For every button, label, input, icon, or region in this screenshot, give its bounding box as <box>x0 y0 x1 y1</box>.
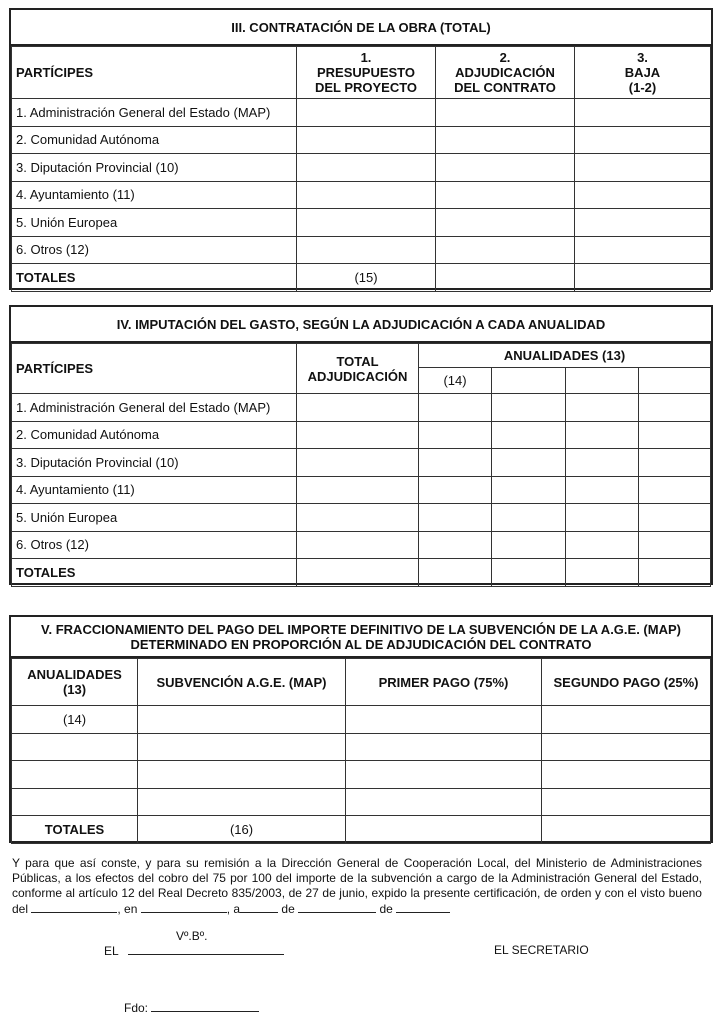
cell-input[interactable] <box>297 99 436 127</box>
table-row <box>12 733 711 761</box>
cell-input[interactable] <box>639 421 711 449</box>
section-contratacion <box>9 8 713 290</box>
cell-input[interactable] <box>297 559 419 587</box>
table-row <box>12 449 711 477</box>
cell-input[interactable] <box>297 531 419 559</box>
cell-input[interactable] <box>297 154 436 182</box>
table-row <box>12 236 711 264</box>
col-anualidades: ANUALIDADES (13) <box>419 344 711 368</box>
col-participes: PARTÍCIPES <box>12 344 297 394</box>
cell-input[interactable] <box>575 154 711 182</box>
row-label: 5. Unión Europea <box>12 504 297 532</box>
cell-input[interactable] <box>575 99 711 127</box>
row-label: 3. Diputación Provincial (10) <box>12 154 297 182</box>
section-imputacion <box>9 305 713 585</box>
cell-input[interactable] <box>297 126 436 154</box>
totals-row <box>12 816 711 844</box>
cell-input[interactable] <box>419 449 492 477</box>
cell-input[interactable] <box>436 154 575 182</box>
place-blank[interactable] <box>141 901 227 913</box>
fraccionamiento-table <box>11 658 711 844</box>
row-label: (14) <box>12 706 138 734</box>
col-anualidades: ANUALIDADES (13) <box>12 659 138 706</box>
certification-paragraph: Y para que así conste, y para su remisión a la Dirección General de Cooperación Local, del Ministerio de Administraciones Públicas, a los efectos del cobro del 75 por 100 del importe de la subvención a cargo de la Administración General del Estado, conforme al artículo 12 del Real Decreto 835/2003, de 27 de junio, expido la presente certificación, de orden y con el visto bueno del , en , a de de <box>12 856 702 916</box>
totals-label: TOTALES <box>12 264 297 292</box>
table-row <box>12 126 711 154</box>
cell-input[interactable] <box>419 421 492 449</box>
imputacion-table <box>11 343 711 587</box>
totals-label: TOTALES <box>12 816 138 844</box>
table-row <box>12 531 711 559</box>
cell-input[interactable] <box>436 236 575 264</box>
cell-input[interactable] <box>297 504 419 532</box>
cell-input[interactable] <box>566 559 639 587</box>
row-label: 3. Diputación Provincial (10) <box>12 449 297 477</box>
col-participes: PARTÍCIPES <box>12 47 297 99</box>
totals-label: TOTALES <box>12 559 297 587</box>
anualidad-first: (14) <box>419 368 492 394</box>
cell-input[interactable] <box>639 504 711 532</box>
cell-input[interactable] <box>575 236 711 264</box>
cell-input[interactable] <box>346 761 542 789</box>
cell-input[interactable] <box>346 733 542 761</box>
el-signature-line[interactable] <box>128 943 284 955</box>
col-primer-pago: PRIMER PAGO (75%) <box>346 659 542 706</box>
col-presupuesto: 1. PRESUPUESTO DEL PROYECTO <box>297 47 436 99</box>
cell-input[interactable] <box>566 531 639 559</box>
row-label: 2. Comunidad Autónoma <box>12 421 297 449</box>
cell-input[interactable] <box>492 559 566 587</box>
totals-note: (16) <box>138 816 346 844</box>
totals-row <box>12 559 711 587</box>
table-row <box>12 504 711 532</box>
cell-input[interactable] <box>419 476 492 504</box>
cell-input[interactable] <box>436 99 575 127</box>
cell-input[interactable] <box>436 264 575 292</box>
cell-input[interactable] <box>542 706 711 734</box>
cell-input[interactable] <box>138 733 346 761</box>
col-total-adjudicacion: TOTAL ADJUDICACIÓN <box>297 344 419 394</box>
cell-input[interactable] <box>297 236 436 264</box>
table-row <box>12 476 711 504</box>
cell-input[interactable] <box>566 449 639 477</box>
col-segundo-pago: SEGUNDO PAGO (25%) <box>542 659 711 706</box>
row-label: 4. Ayuntamiento (11) <box>12 476 297 504</box>
cell-input[interactable] <box>297 476 419 504</box>
cell-input[interactable] <box>138 788 346 816</box>
fdo-signature: Fdo: <box>124 1000 259 1015</box>
fdo-signature-line[interactable] <box>151 1000 259 1012</box>
cell-input[interactable] <box>566 421 639 449</box>
col-adjudicacion: 2. ADJUDICACIÓN DEL CONTRATO <box>436 47 575 99</box>
cell-input[interactable] <box>639 476 711 504</box>
cell-input[interactable] <box>566 394 639 422</box>
row-label: 2. Comunidad Autónoma <box>12 126 297 154</box>
cell-input[interactable] <box>436 209 575 237</box>
cell-input[interactable] <box>12 788 138 816</box>
anualidad-year[interactable] <box>566 368 639 394</box>
cell-input[interactable] <box>492 504 566 532</box>
table-row <box>12 394 711 422</box>
cell-input[interactable] <box>575 181 711 209</box>
cell-input[interactable] <box>138 706 346 734</box>
table-row <box>12 761 711 789</box>
cell-input[interactable] <box>419 559 492 587</box>
section-title: IV. IMPUTACIÓN DEL GASTO, SEGÚN LA ADJUDICACIÓN A CADA ANUALIDAD <box>11 307 711 343</box>
anualidad-year[interactable] <box>639 368 711 394</box>
vobo-label: Vº.Bº. <box>176 929 208 943</box>
cell-input[interactable] <box>419 394 492 422</box>
row-label: 1. Administración General del Estado (MAP) <box>12 99 297 127</box>
cell-input[interactable] <box>297 449 419 477</box>
cell-input[interactable] <box>542 733 711 761</box>
col-subvencion: SUBVENCIÓN A.G.E. (MAP) <box>138 659 346 706</box>
year-blank[interactable] <box>396 901 450 913</box>
cell-input[interactable] <box>542 788 711 816</box>
cell-input[interactable] <box>297 394 419 422</box>
cell-input[interactable] <box>492 449 566 477</box>
cell-input[interactable] <box>575 264 711 292</box>
totals-note: (15) <box>297 264 436 292</box>
row-label: 6. Otros (12) <box>12 236 297 264</box>
el-signature: EL <box>104 943 284 958</box>
anualidad-year[interactable] <box>492 368 566 394</box>
cell-input[interactable] <box>566 476 639 504</box>
date-blank-bueno[interactable] <box>31 901 117 913</box>
cell-input[interactable] <box>492 394 566 422</box>
table-row <box>12 209 711 237</box>
day-blank[interactable] <box>240 901 278 913</box>
cell-input[interactable] <box>542 816 711 844</box>
row-label: 6. Otros (12) <box>12 531 297 559</box>
cell-input[interactable] <box>436 181 575 209</box>
contratacion-table <box>11 46 711 292</box>
cell-input[interactable] <box>297 209 436 237</box>
totals-row <box>12 264 711 292</box>
section-fraccionamiento <box>9 615 713 843</box>
cell-input[interactable] <box>297 421 419 449</box>
cell-input[interactable] <box>419 531 492 559</box>
cell-input[interactable] <box>436 126 575 154</box>
table-row <box>12 788 711 816</box>
cell-input[interactable] <box>639 531 711 559</box>
section-title: V. FRACCIONAMIENTO DEL PAGO DEL IMPORTE DEFINITIVO DE LA SUBVENCIÓN DE LA A.G.E. (MAP) DETERMINADO EN PROPORCIÓN AL DE ADJUDICACIÓN DEL CONTRATO <box>11 617 711 658</box>
table-row <box>12 421 711 449</box>
section-title: III. CONTRATACIÓN DE LA OBRA (TOTAL) <box>11 10 711 46</box>
cell-input[interactable] <box>346 816 542 844</box>
row-label: 1. Administración General del Estado (MAP) <box>12 394 297 422</box>
col-baja: 3. BAJA (1-2) <box>575 47 711 99</box>
cell-input[interactable] <box>575 126 711 154</box>
cell-input[interactable] <box>419 504 492 532</box>
cell-input[interactable] <box>346 706 542 734</box>
row-label: 5. Unión Europea <box>12 209 297 237</box>
cell-input[interactable] <box>575 209 711 237</box>
table-row <box>12 99 711 127</box>
cell-input[interactable] <box>346 788 542 816</box>
month-blank[interactable] <box>298 901 376 913</box>
cell-input[interactable] <box>639 394 711 422</box>
cell-input[interactable] <box>138 761 346 789</box>
cell-input[interactable] <box>492 531 566 559</box>
table-row <box>12 181 711 209</box>
secretario-label: EL SECRETARIO <box>494 943 589 957</box>
cell-input[interactable] <box>542 761 711 789</box>
row-label: 4. Ayuntamiento (11) <box>12 181 297 209</box>
cell-input[interactable] <box>492 421 566 449</box>
table-row <box>12 154 711 182</box>
cell-input[interactable] <box>297 181 436 209</box>
cell-input[interactable] <box>12 761 138 789</box>
cell-input[interactable] <box>639 559 711 587</box>
cell-input[interactable] <box>12 733 138 761</box>
cell-input[interactable] <box>492 476 566 504</box>
cell-input[interactable] <box>639 449 711 477</box>
table-row <box>12 706 711 734</box>
cell-input[interactable] <box>566 504 639 532</box>
